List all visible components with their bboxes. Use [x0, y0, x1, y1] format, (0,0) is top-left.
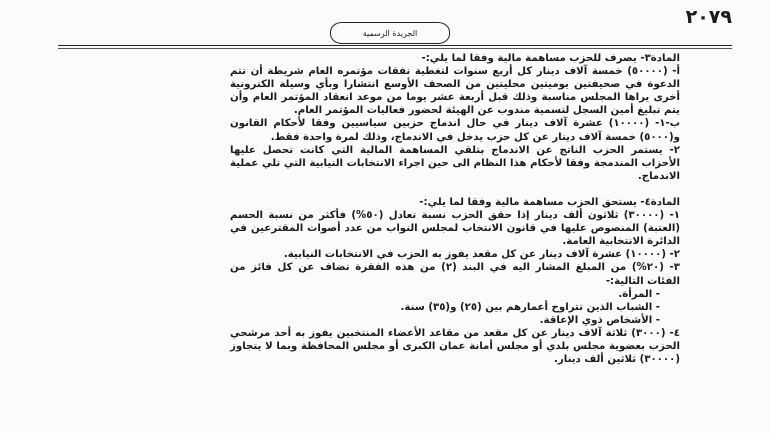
- article-4-item-3-disabled: - الأشخاص ذوي الإعاقة.: [539, 314, 660, 326]
- article-4-title: المادة٤- يستحق الحزب مساهمة مالية وفقا لما يلي:-: [419, 196, 680, 208]
- article-4-item-3: ٣- (٢٠%) من المبلغ المشار اليه في البند (٢) من هذه الفقرة تضاف عن كل فائز من الفئات التالية:-: [230, 262, 680, 287]
- article-3-clause-a: أ- (٥٠٠٠٠) خمسة آلاف دينار كل أربع سنوات لتغطية نفقات مؤتمره العام شريطة أن تتم الدعوة في صحيفتين يوميتين محليتين من الصحف الأوسع انتشارا وبأي وسيلة الكترونية أخرى يراها المجلس مناسبة وذلك قبل أربعة عشر يوما من موعد انعقاد المؤتمر العام وأن يتم تبليغ أمين السجل لتسمية مندوب عن الهيئة لحضور فعاليات المؤتمر العام.: [230, 66, 680, 117]
- article-4-item-2: ٢- (١٠٠٠٠) عشرة آلاف دينار عن كل مقعد يفوز به الحزب في الانتخابات النيابية.: [283, 249, 680, 261]
- document-body: [230, 52, 680, 366]
- article-4-item-3-women: - المرأة.: [618, 288, 660, 300]
- article-3-title: المادة٣- يصرف للحزب مساهمة مالية وفقا لما يلي:-: [421, 53, 680, 64]
- article-3-clause-b1: ب-١- (١٠٠٠٠) عشرة آلاف دينار في حال اندماج حزبين سياسيين وفقا لأحكام القانون و(٥٠٠٠) خمسة آلاف دينار عن كل حزب يدخل في الاندماج، وذلك لمرة واحدة فقط.: [230, 118, 680, 143]
- spacer: [230, 183, 680, 196]
- article-4-item-4: ٤- (٣٠٠٠) ثلاثة آلاف دينار عن كل مقعد من مقاعد الأعضاء المنتخبين يفوز به أحد مرشحي الحزب بعضوية مجلس بلدي أو مجلس أمانة عمان الكبرى أو مجلس المحافظة وبما لا يتجاوز (٣٠٠٠٠) ثلاثين ألف دينار.: [230, 327, 680, 366]
- header-rule: [58, 45, 732, 46]
- article-4-item-3-youth: - الشباب الذين تتراوح أعمارهم بين (٢٥) و(٣٥) سنة.: [400, 301, 660, 313]
- header-rule-thin: [58, 48, 732, 49]
- page-number: ٢٠٧٩: [685, 6, 732, 28]
- gazette-banner: الجريدة الرسمية: [330, 22, 450, 44]
- article-3-clause-b2: ٢- يستمر الحزب الناتج عن الاندماج بتلقي المساهمة المالية التي كانت تحصل عليها الأحزاب المندمجة وفقا لأحكام هذا النظام الى حين اجراء الانتخابات النيابية التي تلي عملية الاندماج.: [230, 144, 680, 182]
- article-4-item-1: ١- (٣٠٠٠٠) ثلاثون ألف دينار إذا حقق الحزب نسبة تعادل (٥٠%) فأكثر من نسبة الحسم (العتبة) المنصوص عليها في قانون الانتخاب لمجلس النواب من عدد أصوات المقترعين في الدائرة الانتخابية العامة.: [230, 210, 680, 248]
